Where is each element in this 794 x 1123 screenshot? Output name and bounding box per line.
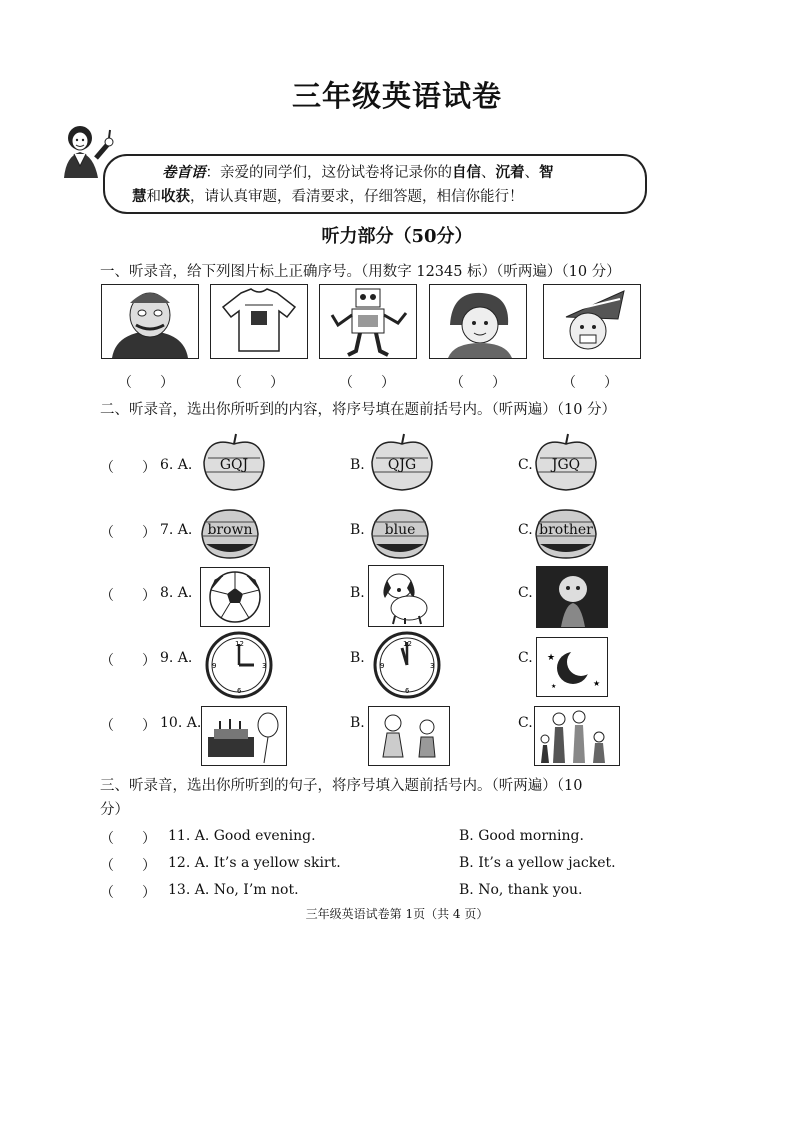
option-b-sentence: B. Good morning. [459,828,584,844]
man-picture [101,284,199,359]
clock-icon [202,630,276,700]
svg-text:★: ★ [547,653,556,663]
page-footer: 三年级英语试卷第 1页（共 4 页） [305,907,489,921]
svg-text:6: 6 [237,687,242,695]
answer-paren[interactable]: （ ） [100,718,156,734]
svg-text:3: 3 [430,662,435,670]
svg-text:9: 9 [380,662,385,670]
answer-paren[interactable]: （ ） [339,375,395,391]
option-a-sentence: 12. A. It’s a yellow skirt. [168,855,341,871]
svg-text:★: ★ [593,679,601,688]
children-flowers-picture [368,706,450,766]
part2-heading: 二、听录音，选出你所听到的内容，将序号填在题前括号内。（听两遍）（10 分） [100,402,617,418]
option-a-sentence: 11. A. Good evening. [168,828,316,844]
question-number: 9. A. [160,650,193,666]
svg-text:12: 12 [403,640,412,648]
answer-paren[interactable]: （ ） [450,375,506,391]
svg-text:12: 12 [235,640,244,648]
question-number: 8. A. [160,585,193,601]
girl-picture [429,284,527,359]
option-b-text: blue [384,522,416,538]
option-c-text: JGQ [551,457,581,473]
answer-paren[interactable]: （ ） [228,375,284,391]
moon-night-picture [536,637,608,697]
answer-paren[interactable]: （ ） [100,460,156,476]
option-c-label: C. [518,650,533,666]
option-a-text: GQJ [219,457,249,473]
intro-text: 卷首语：亲爱的同学们，这份试卷将记录你的自信、沉着、智 慧和收获，请认真审题，看清要求，仔细答题，相信你能行！ [132,164,554,205]
page-title: 三年级英语试卷 [291,79,502,113]
option-b-label: B. [350,715,365,731]
banner-label: 卷首语 [162,164,206,181]
answer-paren[interactable]: （ ） [100,525,156,541]
option-a-sentence: 13. A. No, I’m not. [168,882,299,898]
question-number: 7. A. [160,522,193,538]
part3-heading-cont: 分） [100,802,129,818]
option-c-label: C. [518,457,533,473]
clock-icon [370,630,444,700]
option-b-sentence: B. No, thank you. [459,882,583,898]
answer-paren[interactable]: （ ） [100,653,156,669]
answer-paren[interactable]: （ ） [562,375,618,391]
option-b-label: B. [350,585,365,601]
svg-text:3: 3 [262,662,267,670]
option-b-sentence: B. It’s a yellow jacket. [459,855,616,871]
option-c-label: C. [518,522,533,538]
part1-heading: 一、听录音，给下列图片标上正确序号。（用数字 12345 标）（听两遍）（10 分） [100,264,621,280]
question-number: 10. A. [160,715,202,731]
tshirt-picture [210,284,308,359]
answer-paren[interactable]: （ ） [100,588,156,604]
option-b-label: B. [350,522,365,538]
birthday-party-picture [201,706,287,766]
option-b-text: QJG [387,457,417,473]
soccer-ball-picture [200,567,270,627]
svg-text:9: 9 [212,662,217,670]
answer-paren[interactable]: （ ） [100,831,156,847]
option-c-text: brother [539,522,593,538]
option-c-label: C. [518,715,533,731]
section-title: 听力部分（50分） [321,226,473,247]
answer-paren[interactable]: （ ） [118,375,174,391]
answer-paren[interactable]: （ ） [100,858,156,874]
girl-night-picture [536,566,608,628]
option-c-label: C. [518,585,533,601]
svg-text:★: ★ [551,683,557,690]
question-number: 6. A. [160,457,193,473]
svg-text:6: 6 [405,687,410,695]
part3-heading: 三、听录音，选出你所听到的句子，将序号填入题前括号内。（听两遍）（10 [100,778,583,794]
option-b-label: B. [350,650,365,666]
robot-picture [319,284,417,359]
family-picture [534,706,620,766]
boy-hat-picture [543,284,641,359]
option-a-text: brown [207,522,253,538]
option-b-label: B. [350,457,365,473]
answer-paren[interactable]: （ ） [100,885,156,901]
dog-picture [368,565,444,627]
